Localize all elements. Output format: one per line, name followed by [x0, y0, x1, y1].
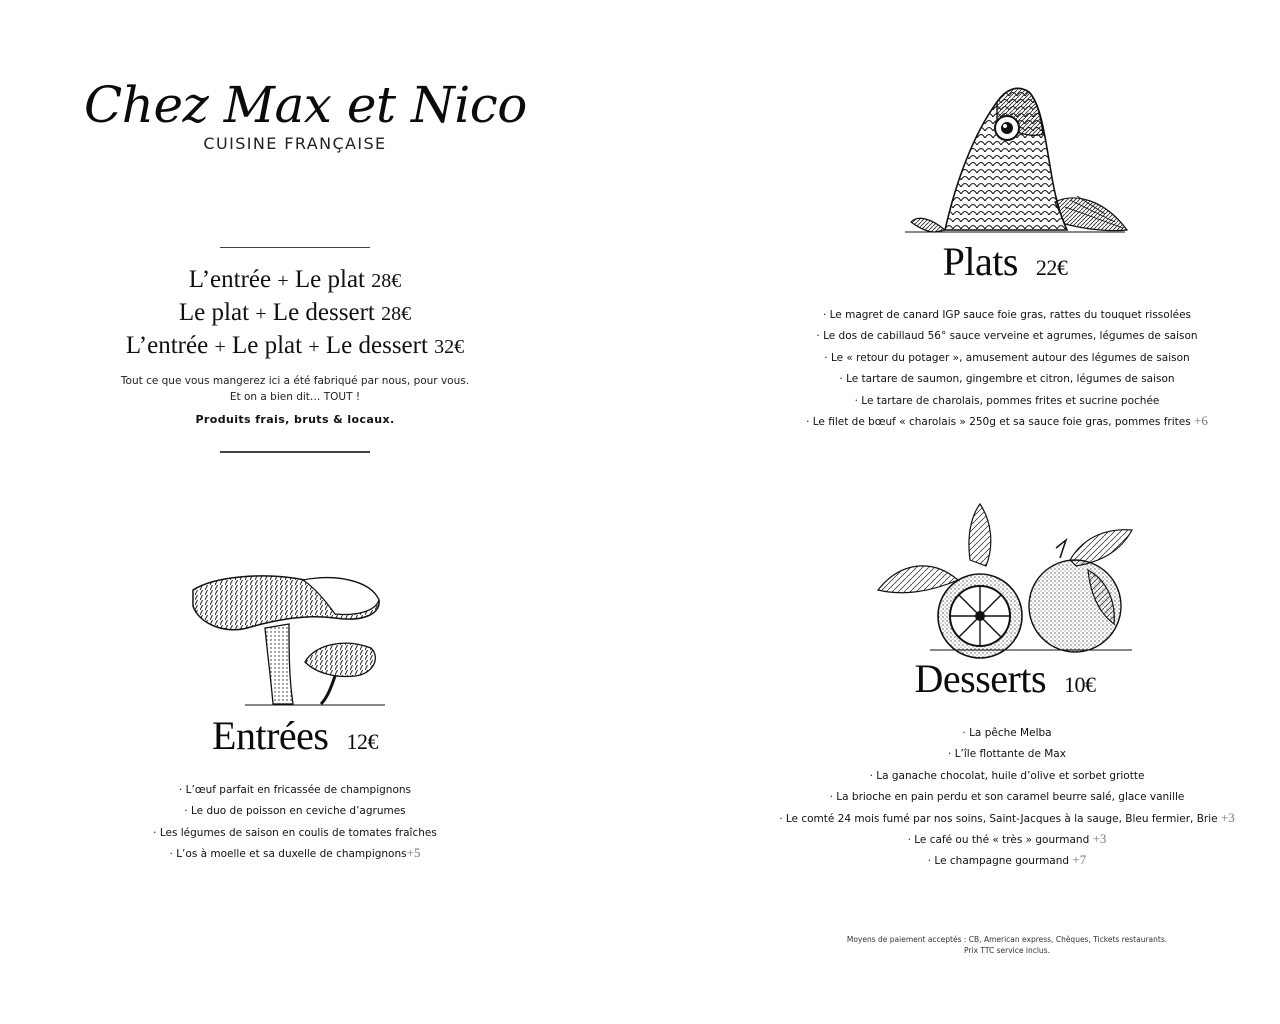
list-item: · Le filet de bœuf « charolais » 250g et sa sauce foie gras, pommes frites +6: [806, 413, 1208, 429]
plats-price: 22€: [1035, 255, 1068, 280]
formula-part: Le plat: [231, 332, 303, 359]
formula-2: [80, 297, 510, 330]
formula-price: 32€: [434, 336, 465, 358]
plats-heading: [860, 238, 1150, 285]
desserts-list: [740, 722, 1274, 872]
entrees-price: 12€: [346, 729, 378, 754]
desserts-price: 10€: [1064, 672, 1096, 697]
formula-price: 28€: [371, 270, 402, 292]
list-item: · Le magret de canard IGP sauce foie gras, rattes du touquet rissolées: [822, 309, 1192, 321]
formula-3: [80, 330, 510, 363]
citrus-illustration: [870, 500, 1140, 655]
list-item: · Le dos de cabillaud 56° sauce verveine et agrumes, légumes de saison: [816, 330, 1198, 343]
list-item: · L’œuf parfait en fricassée de champignons: [178, 784, 411, 796]
formula-part: Le dessert: [325, 332, 428, 359]
formula-plus: +: [214, 336, 226, 358]
formula-plus: +: [255, 303, 267, 325]
mushroom-illustration: [185, 570, 395, 710]
formula-plus: +: [308, 336, 320, 358]
list-item: · Le « retour du potager », amusement autour des légumes de saison: [824, 351, 1190, 364]
restaurant-subtitle: CUISINE FRANÇAISE: [203, 134, 387, 153]
intro-line: Et on a bien dit… TOUT !: [229, 391, 361, 403]
plats-list: [760, 304, 1254, 432]
entrees-heading: [150, 712, 440, 759]
formula-part: Le plat: [294, 266, 365, 293]
fish-illustration: [905, 82, 1135, 242]
formula-part: Le dessert: [272, 299, 375, 326]
payment-footer: [780, 934, 1234, 956]
list-item: · Le tartare de saumon, gingembre et citron, légumes de saison: [839, 373, 1175, 386]
list-item: · Le duo de poisson en ceviche d’agrumes: [184, 805, 406, 818]
entrees-list: [120, 779, 470, 865]
list-item: · Le tartare de charolais, pommes frites et sucrine pochée: [854, 394, 1160, 407]
formula-plus: +: [277, 270, 289, 292]
desserts-heading: [860, 655, 1150, 702]
entrees-title: Entrées: [212, 713, 329, 758]
list-item: · Les légumes de saison en coulis de tomates fraîches: [153, 826, 437, 839]
formula-part: Le plat: [178, 299, 250, 326]
list-item: · L’île flottante de Max: [948, 748, 1066, 761]
list-item: · La pêche Melba: [962, 727, 1052, 739]
formula-part: L’entrée: [125, 332, 209, 359]
footer-line: Moyens de paiement acceptés : CB, American express, Chèques, Tickets restaurants.: [846, 935, 1168, 944]
top-divider: [220, 247, 370, 248]
list-item: · Le café ou thé « très » gourmand +3: [907, 831, 1107, 847]
footer-line: Prix TTC service inclus.: [964, 946, 1050, 955]
tagline: Produits frais, bruts & locaux.: [195, 413, 395, 426]
intro-line: Tout ce que vous mangerez ici a été fabriqué par nous, pour vous.: [120, 375, 470, 387]
restaurant-name: Chez Max et Nico: [84, 76, 527, 134]
desserts-title: Desserts: [914, 656, 1047, 701]
plats-title: Plats: [942, 239, 1018, 284]
list-item: · L’os à moelle et sa duxelle de champignons+5: [169, 845, 421, 861]
formula-part: L’entrée: [188, 266, 272, 293]
list-item: · Le champagne gourmand +7: [927, 852, 1087, 868]
list-item: · Le comté 24 mois fumé par nos soins, Saint-Jacques à la sauge, Bleu fermier, Brie +3: [779, 809, 1235, 825]
list-item: · La ganache chocolat, huile d’olive et sorbet griotte: [869, 769, 1145, 782]
formula-list: [80, 264, 510, 363]
intro-text: [80, 373, 510, 405]
bottom-divider: [220, 451, 370, 453]
list-item: · La brioche en pain perdu et son caramel beurre salé, glace vanille: [829, 791, 1185, 804]
formula-1: [80, 264, 510, 297]
formula-price: 28€: [381, 303, 412, 325]
